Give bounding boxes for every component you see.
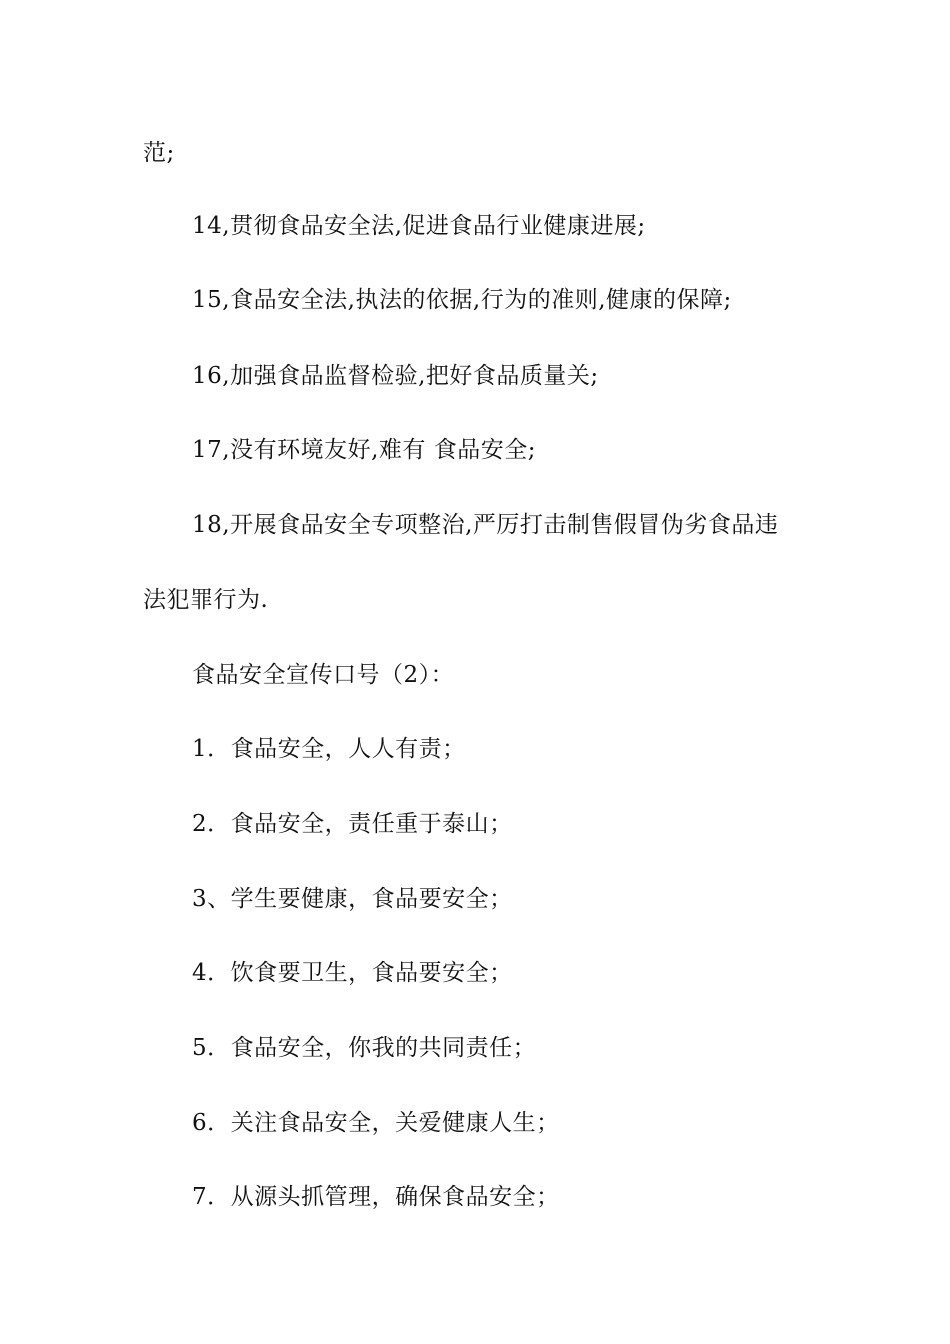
text-line: 16,加强食品监督检验,把好食品质量关; bbox=[192, 363, 599, 389]
text-line: 18,开展食品安全专项整治,严厉打击制售假冒伪劣食品违 bbox=[192, 512, 779, 538]
list-item: 1．食品安全，人人有责； bbox=[192, 736, 466, 762]
list-item: 4．饮食要卫生，食品要安全； bbox=[192, 960, 513, 986]
text-line: 法犯罪行为. bbox=[143, 587, 269, 613]
text-line: 15,食品安全法,执法的依据,行为的准则,健康的保障; bbox=[192, 287, 732, 313]
text-line: 14,贯彻食品安全法,促进食品行业健康进展; bbox=[192, 213, 646, 239]
list-item: 2．食品安全，责任重于泰山； bbox=[192, 811, 513, 837]
list-item: 5．食品安全，你我的共同责任； bbox=[192, 1035, 537, 1061]
text-line: 17,没有环境友好,难有 食品安全; bbox=[192, 437, 536, 463]
section-heading: 食品安全宣传口号（2）： bbox=[192, 662, 455, 688]
text-line: 范; bbox=[143, 140, 175, 166]
list-item: 3、学生要健康，食品要安全； bbox=[192, 886, 513, 912]
list-item: 7．从源头抓管理，确保食品安全； bbox=[192, 1184, 560, 1210]
list-item: 6．关注食品安全，关爱健康人生； bbox=[192, 1110, 560, 1136]
